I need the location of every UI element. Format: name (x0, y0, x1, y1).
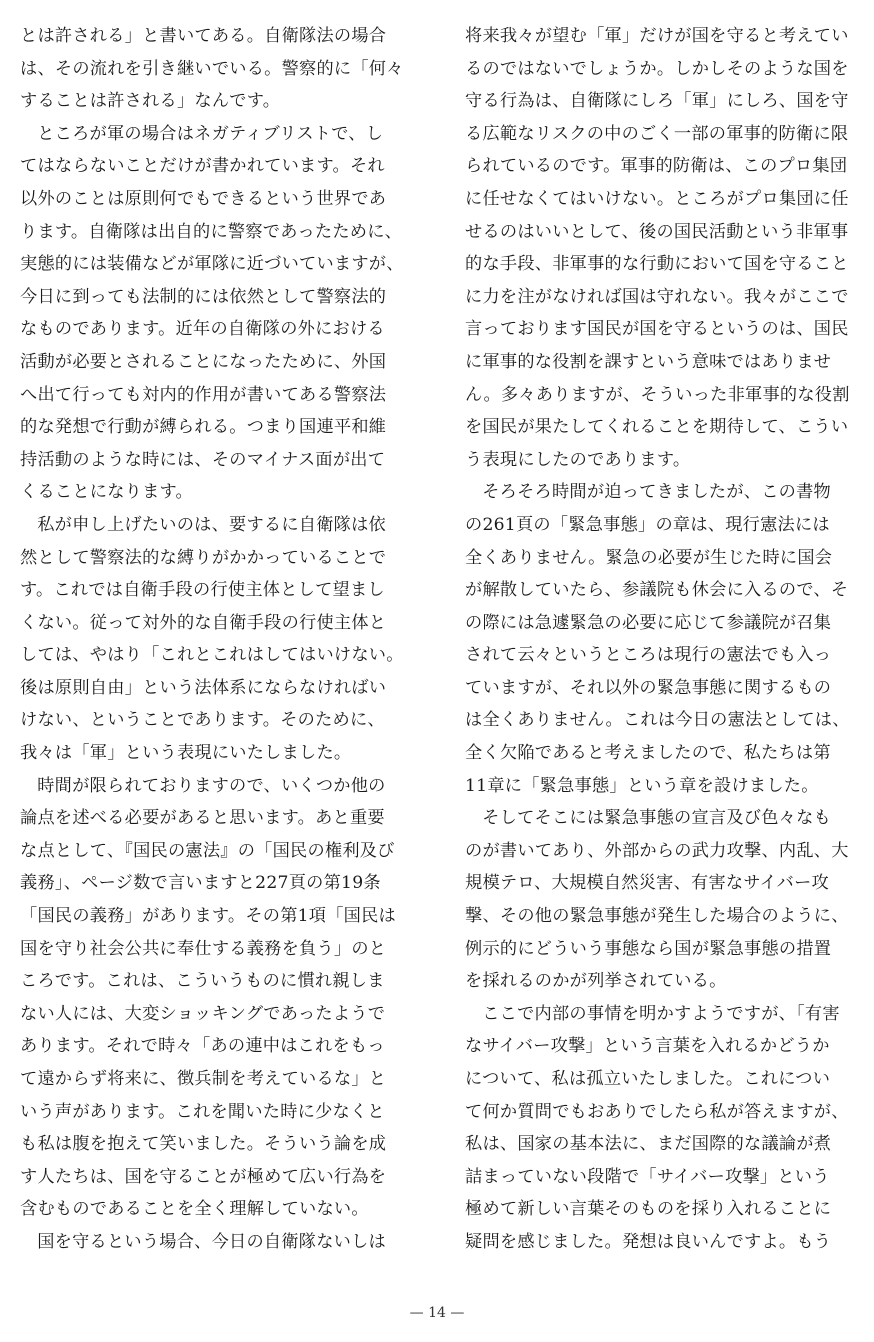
text-line: てはならないことだけが書かれています。それ (20, 156, 385, 177)
text-line: 持活動のような時には、そのマイナス面が出て (20, 449, 386, 470)
text-line: 含むものであることを全く理解していない。 (20, 1199, 369, 1220)
text-line: 以外のことは原則何でもできるという世界であ (20, 188, 387, 209)
text-line: を国民が果たしてくれることを期待して、こうい (465, 417, 849, 438)
text-line: しては、やはり「これとこれはしてはいけない。 (20, 645, 404, 666)
text-line: について、私は孤立いたしました。これについ (465, 1069, 831, 1089)
text-line: 11章に「緊急事態」という章を設けました。 (465, 775, 819, 796)
text-line: られているのです。軍事的防衛は、このプロ集団 (465, 156, 848, 177)
text-line: 撃、その他の緊急事態が発生した場合のように、 (465, 906, 849, 927)
text-line: を採れるのかが列挙されている。 (465, 971, 727, 992)
right-text-column (465, 20, 853, 1259)
text-line: 時間が限られておりますので、いくつか他の (37, 775, 386, 796)
text-line: は、その流れを引き継いでいる。警察的に「何々 (20, 58, 404, 79)
text-line: ていますが、それ以外の緊急事態に関するもの (465, 677, 832, 698)
text-line: 実態的には装備などが軍隊に近づいていますが、 (20, 254, 404, 275)
text-line: は全くありません。これは今日の憲法としては、 (465, 710, 850, 731)
text-line: て何か質問でもおありでしたら私が答えますが、 (465, 1101, 849, 1122)
text-line: な点として、『国民の憲法』の「国民の権利及び (20, 840, 395, 861)
text-line: 規模テロ、大規模自然災害、有害なサイバー攻 (465, 873, 829, 894)
text-line: とは許される」と書いてある。自衛隊法の場合 (20, 26, 387, 46)
text-line: る広範なリスクの中のごく一部の軍事的防衛に限 (465, 123, 849, 144)
text-line: ここで内部の事情を明かすようですが、「有害 (482, 1003, 840, 1024)
text-line: の際には急遽緊急の必要に応じて参議院が召集 (465, 612, 832, 633)
text-line: に力を注がなければ国は守れない。我々がここで (465, 286, 849, 307)
text-line: 例示的にどういう事態なら国が緊急事態の措置 (465, 938, 832, 959)
text-line: することは許される」なんです。 (20, 91, 281, 112)
text-line: いう声があります。これを聞いた時に少なくと (20, 1101, 385, 1122)
text-line: 全くありません。緊急の必要が生じた時に国会 (465, 547, 833, 568)
text-line: て遠からず将来に、徴兵制を考えているな」と (20, 1069, 387, 1089)
text-line: 私は、国家の基本法に、まだ国際的な議論が煮 (465, 1134, 832, 1155)
text-line: 論点を述べる必要があると思います。あと重要 (20, 808, 385, 829)
text-line: 詰まっていない段階で「サイバー攻撃」という (465, 1166, 830, 1187)
text-line: 的な発想で行動が縛られる。つまり国連平和維 (20, 417, 387, 438)
text-line: の261頁の「緊急事態」の章は、現行憲法には (465, 514, 830, 535)
text-line: 後は原則自由」という法体系にならなければい (20, 677, 387, 698)
text-line: 国を守るという場合、今日の自衛隊ないしは (37, 1231, 386, 1252)
text-line: 疑問を感じました。発想は良いんですよ。もう (465, 1231, 832, 1252)
text-line: 義務」、ページ数で言いますと227頁の第19条 (20, 873, 381, 894)
text-line: ころです。これは、こういうものに慣れ親しま (20, 971, 385, 992)
text-line: 私が申し上げたいのは、要するに自衛隊は依 (37, 514, 386, 535)
text-line: ない人には、大変ショッキングであったようで (20, 1003, 386, 1024)
text-line: す。これでは自衛手段の行使主体として望まし (20, 580, 385, 601)
text-line: 将来我々が望む「軍」だけが国を守ると考えてい (465, 26, 849, 46)
text-line: なサイバー攻撃」という言葉を入れるかどうか (465, 1036, 830, 1057)
text-line: されて云々というところは現行の憲法でも入っ (465, 645, 832, 666)
text-line: に任せなくてはいけない。ところがプロ集団に任 (465, 188, 849, 209)
text-line: 我々は「軍」という表現にいたしました。 (20, 743, 352, 764)
text-line: くることになります。 (20, 482, 193, 503)
page-number: — 14 — (409, 1305, 465, 1321)
text-line: へ出て行っても対内的作用が書いてある警察法 (20, 384, 387, 405)
text-line: なものであります。近年の自衛隊の外における (20, 319, 385, 340)
text-line: そしてそこには緊急事態の宣言及び色々なも (482, 808, 831, 829)
text-line: 「国民の義務」があります。その第1項「国民は (20, 906, 396, 927)
text-line: あります。それで時々「あの連中はこれをもっ (20, 1036, 385, 1057)
text-line: 全く欠陥であると考えましたので、私たちは第 (465, 743, 831, 764)
text-line: 然として警察法的な縛りがかかっていることで (20, 547, 387, 568)
text-line: 言っております国民が国を守るというのは、国民 (465, 319, 849, 340)
text-line: そろそろ時間が迫ってきましたが、この書物 (482, 482, 831, 503)
text-line: う表現にしたのであります。 (465, 449, 691, 470)
text-line: けない、ということであります。そのために、 (20, 710, 385, 731)
text-line: 今日に到っても法制的には依然として警察法的 (20, 286, 387, 307)
text-line: せるのはいいとして、後の国民活動という非軍事 (465, 221, 849, 242)
text-line: が解散していたら、参議院も休会に入るので、そ (465, 580, 849, 601)
text-line: 的な手段、非軍事的な行動において国を守ること (465, 254, 849, 275)
text-line: 国を守り社会公共に奉仕する義務を負う」のと (20, 938, 387, 959)
text-line: のが書いてあり、外部からの武力攻撃、内乱、大 (465, 840, 849, 861)
left-text-column (20, 20, 408, 1259)
text-line: す人たちは、国を守ることが極めて広い行為を (20, 1166, 387, 1187)
text-line: に軍事的な役割を課すという意味ではありませ (465, 351, 832, 372)
text-line: ります。自衛隊は出自的に警察であったために、 (20, 221, 403, 242)
text-line: るのではないでしょうか。しかしそのような国を (465, 58, 849, 79)
text-line: ところが軍の場合はネガティブリストで、し (37, 123, 384, 144)
text-line: 活動が必要とされることになったために、外国 (20, 351, 387, 372)
text-line: 極めて新しい言葉そのものを採り入れることに (465, 1199, 832, 1220)
text-line: 守る行為は、自衛隊にしろ「軍」にしろ、国を守 (465, 91, 849, 112)
text-line: くない。従って対外的な自衛手段の行使主体と (20, 612, 387, 633)
text-line: も私は腹を抱えて笑いました。そういう論を成 (20, 1134, 387, 1155)
text-line: ん。多々ありますが、そういった非軍事的な役割 (465, 384, 850, 405)
